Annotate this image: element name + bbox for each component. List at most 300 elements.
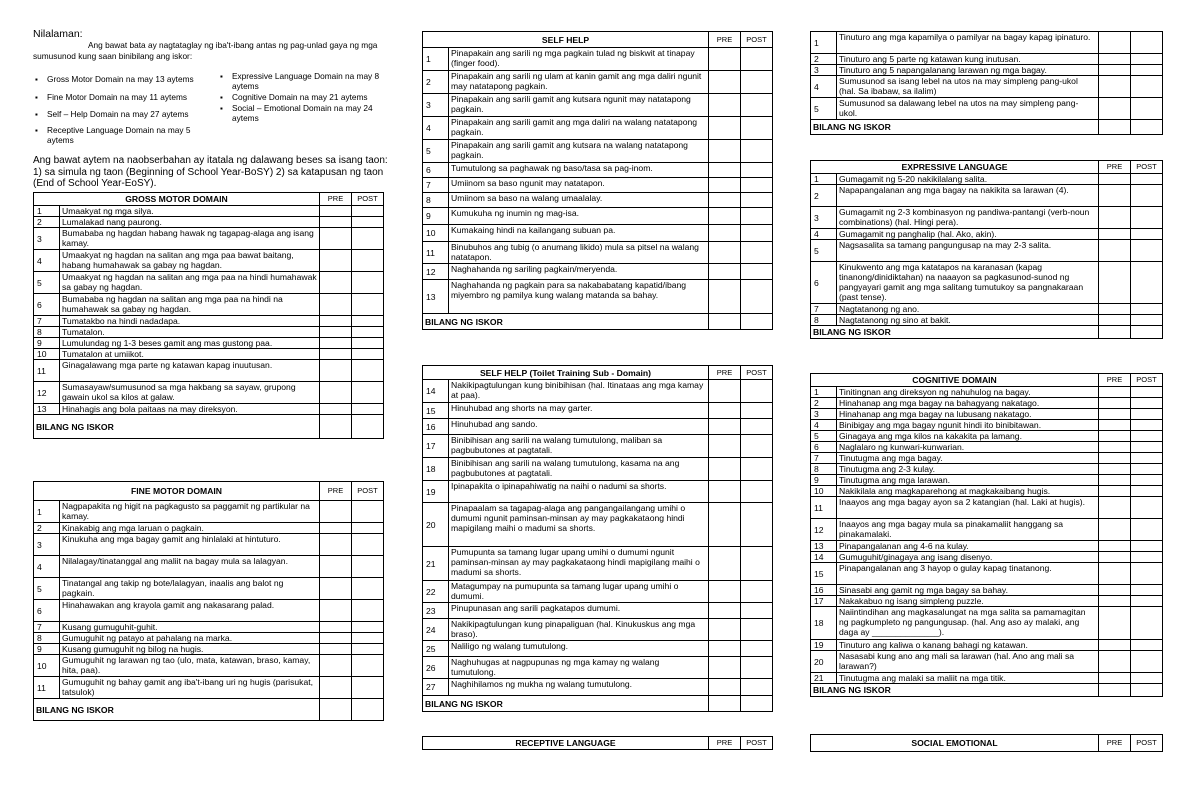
pre-score-cell[interactable]	[320, 501, 352, 523]
pre-score-cell[interactable]	[1099, 651, 1131, 673]
pre-score-cell[interactable]	[320, 382, 352, 404]
pre-score-cell[interactable]	[1099, 464, 1131, 475]
item-text: Bumababa ng hagdan na salitan ang mga paa na hindi na humahawak sa gabay ng hagdan.	[60, 294, 320, 316]
pre-score-cell[interactable]	[320, 655, 352, 677]
item-number: 8	[811, 464, 837, 475]
post-score-cell[interactable]	[741, 403, 773, 419]
post-score-cell[interactable]	[1131, 453, 1163, 464]
item-number: 5	[811, 98, 837, 120]
post-score-cell[interactable]	[741, 419, 773, 435]
post-score-cell[interactable]	[1131, 640, 1163, 651]
item-text: Umaakyat ng hagdan na salitan ang mga paa na hindi humahawak sa gabay ng hagdan.	[60, 272, 320, 294]
post-score-cell[interactable]	[352, 534, 384, 556]
pre-column-header: PRE	[709, 366, 741, 380]
item-text: Nagtatanong ng ano.	[837, 304, 1099, 315]
post-score-cell[interactable]	[741, 48, 773, 71]
post-score-cell[interactable]	[1131, 420, 1163, 431]
post-score-cell[interactable]	[741, 264, 773, 280]
item-text: Tinitingnan ang direksyon ng nahuhulog na bagay.	[837, 387, 1099, 398]
post-score-cell[interactable]	[1131, 464, 1163, 475]
item-number: 1	[34, 501, 60, 523]
pre-score-cell[interactable]	[1099, 563, 1131, 585]
item-number: 5	[34, 578, 60, 600]
table-row	[34, 228, 384, 250]
table-row	[811, 387, 1163, 398]
item-number: 10	[811, 486, 837, 497]
table-row	[811, 442, 1163, 453]
post-score-cell[interactable]	[741, 481, 773, 503]
item-text: Binibihisan ang sarili na walang tumutulong, maliban sa pagbubutones at pagtatali.	[449, 435, 709, 458]
item-number: 2	[34, 217, 60, 228]
post-score-cell[interactable]	[352, 316, 384, 327]
pre-score-cell[interactable]	[709, 71, 741, 94]
post-score-cell[interactable]	[1131, 431, 1163, 442]
post-score-cell[interactable]	[1131, 541, 1163, 552]
post-score-cell[interactable]	[1131, 486, 1163, 497]
post-score-cell[interactable]	[1131, 304, 1163, 315]
post-score-cell[interactable]	[741, 603, 773, 619]
item-text: Tinutugma ang mga bagay.	[837, 453, 1099, 464]
table-row	[811, 262, 1163, 304]
pre-total-cell[interactable]	[709, 696, 741, 712]
post-score-cell[interactable]	[1131, 409, 1163, 420]
item-text: Lumalakad nang paurong.	[60, 217, 320, 228]
receptive-language-table	[810, 31, 1163, 135]
item-text: Naglalaro ng kunwari-kunwarian.	[837, 442, 1099, 453]
pre-score-cell[interactable]	[320, 217, 352, 228]
pre-score-cell[interactable]	[1099, 607, 1131, 640]
score-row	[811, 326, 1163, 339]
post-score-cell[interactable]	[352, 349, 384, 360]
item-number: 6	[811, 262, 837, 304]
domain-title: SELF HELP (Toilet Training Sub - Domain)	[423, 366, 709, 380]
post-score-cell[interactable]	[1131, 596, 1163, 607]
post-score-cell[interactable]	[352, 523, 384, 534]
post-score-cell[interactable]	[352, 655, 384, 677]
pre-score-cell[interactable]	[709, 48, 741, 71]
post-total-cell[interactable]	[741, 696, 773, 712]
pre-score-cell[interactable]	[320, 360, 352, 382]
pre-score-cell[interactable]	[320, 622, 352, 633]
table-row	[811, 585, 1163, 596]
item-text: Kumukuha ng inumin ng mag-isa.	[449, 208, 709, 225]
post-score-cell[interactable]	[1131, 240, 1163, 262]
pre-score-cell[interactable]	[709, 481, 741, 503]
pre-score-cell[interactable]	[709, 503, 741, 547]
score-label: BILANG NG ISKOR	[34, 699, 320, 721]
item-number: 17	[811, 596, 837, 607]
pre-score-cell[interactable]	[709, 547, 741, 581]
item-text: Lumulundag ng 1-3 beses gamit ang mas gustong paa.	[60, 338, 320, 349]
pre-score-cell[interactable]	[1099, 431, 1131, 442]
pre-total-cell[interactable]	[1099, 684, 1131, 697]
item-text: Kinukuha ang mga bagay gamit ang hinlalaki at hintuturo.	[60, 534, 320, 556]
domain-title: GROSS MOTOR DOMAIN	[34, 193, 320, 206]
item-text: Kinakabig ang mga laruan o pagkain.	[60, 523, 320, 534]
pre-score-cell[interactable]	[709, 458, 741, 481]
table-header-row	[423, 366, 773, 380]
fine-motor-table	[33, 481, 384, 721]
post-score-cell[interactable]	[352, 294, 384, 316]
pre-score-cell[interactable]	[1099, 486, 1131, 497]
post-score-cell[interactable]	[741, 581, 773, 603]
domain-title: SOCIAL EMOTIONAL	[811, 735, 1099, 752]
item-number: 10	[34, 655, 60, 677]
gross-motor-table	[33, 192, 384, 439]
item-text: Naghuhugas at nagpupunas ng mga kamay ng walang tumutulong.	[449, 657, 709, 679]
table-row	[423, 117, 773, 140]
post-column-header: POST	[741, 366, 773, 380]
pre-score-cell[interactable]	[1099, 398, 1131, 409]
post-total-cell[interactable]	[1131, 120, 1163, 135]
pre-score-cell[interactable]	[709, 641, 741, 657]
item-number: 4	[34, 556, 60, 578]
item-number: 26	[423, 657, 449, 679]
pre-score-cell[interactable]	[320, 228, 352, 250]
post-score-cell[interactable]	[1131, 76, 1163, 98]
pre-score-cell[interactable]	[709, 94, 741, 117]
post-score-cell[interactable]	[352, 338, 384, 349]
post-score-cell[interactable]	[741, 178, 773, 193]
item-number: 14	[811, 552, 837, 563]
post-score-cell[interactable]	[741, 71, 773, 94]
item-number: 2	[811, 398, 837, 409]
pre-score-cell[interactable]	[1099, 475, 1131, 486]
item-text: Tinutugma ang 2-3 kulay.	[837, 464, 1099, 475]
table-row	[811, 640, 1163, 651]
table-row	[811, 207, 1163, 229]
item-text: Inaayos ang mga bagay mula sa pinakamaliit hanggang sa pinakamalaki.	[837, 519, 1099, 541]
pre-score-cell[interactable]	[1099, 585, 1131, 596]
post-total-cell[interactable]	[352, 415, 384, 439]
item-text: Tumatalon at umiikot.	[60, 349, 320, 360]
pre-total-cell[interactable]	[1099, 120, 1131, 135]
post-score-cell[interactable]	[741, 208, 773, 225]
pre-score-cell[interactable]	[320, 206, 352, 217]
post-score-cell[interactable]	[1131, 497, 1163, 519]
post-score-cell[interactable]	[1131, 185, 1163, 207]
item-text: Binubuhos ang tubig (o anumang likido) mula sa pitsel na walang natatapon.	[449, 242, 709, 264]
pre-column-header: PRE	[1099, 735, 1131, 752]
post-score-cell[interactable]	[1131, 54, 1163, 65]
post-score-cell[interactable]	[1131, 387, 1163, 398]
pre-score-cell[interactable]	[709, 419, 741, 435]
table-row	[811, 315, 1163, 326]
pre-total-cell[interactable]	[709, 314, 741, 330]
pre-total-cell[interactable]	[1099, 326, 1131, 339]
table-row	[34, 655, 384, 677]
post-total-cell[interactable]	[1131, 684, 1163, 697]
post-score-cell[interactable]	[1131, 552, 1163, 563]
post-score-cell[interactable]	[352, 217, 384, 228]
post-score-cell[interactable]	[741, 679, 773, 696]
self-help-table	[422, 31, 773, 330]
item-number: 4	[423, 117, 449, 140]
table-row	[811, 98, 1163, 120]
table-row	[423, 581, 773, 603]
item-text: Binibihisan ang sarili na walang tumutulong, kasama na ang pagbubutones at pagtatali.	[449, 458, 709, 481]
item-text: Hinahanap ang mga bagay na lubusang nakatago.	[837, 409, 1099, 420]
pre-score-cell[interactable]	[1099, 65, 1131, 76]
post-score-cell[interactable]	[352, 327, 384, 338]
item-number: 20	[423, 503, 449, 547]
pre-score-cell[interactable]	[1099, 262, 1131, 304]
post-score-cell[interactable]	[741, 117, 773, 140]
pre-score-cell[interactable]	[1099, 76, 1131, 98]
post-score-cell[interactable]	[1131, 651, 1163, 673]
item-text: Gumagamit ng 5-20 nakikilalang salita.	[837, 174, 1099, 185]
pre-score-cell[interactable]	[709, 225, 741, 242]
post-score-cell[interactable]	[1131, 585, 1163, 596]
pre-score-cell[interactable]	[709, 242, 741, 264]
item-number: 3	[811, 207, 837, 229]
post-score-cell[interactable]	[741, 193, 773, 208]
bullet-expressive: ▪ Expressive Language Domain na may 8 aytems	[220, 71, 380, 91]
post-score-cell[interactable]	[1131, 519, 1163, 541]
pre-score-cell[interactable]	[1099, 453, 1131, 464]
post-score-cell[interactable]	[352, 556, 384, 578]
post-score-cell[interactable]	[741, 619, 773, 641]
pre-score-cell[interactable]	[1099, 640, 1131, 651]
table-row	[811, 651, 1163, 673]
item-text: Nagsasalita sa tamang pangungusap na may 2-3 salita.	[837, 240, 1099, 262]
post-score-cell[interactable]	[352, 206, 384, 217]
domain-title: SELF HELP	[423, 32, 709, 48]
item-text: Tumutulong sa paghawak ng baso/tasa sa pag-inom.	[449, 163, 709, 178]
post-score-cell[interactable]	[1131, 207, 1163, 229]
pre-score-cell[interactable]	[1099, 387, 1131, 398]
table-row	[811, 398, 1163, 409]
item-text: Nasasabi kung ano ang mali sa larawan (hal. Ano ang mali sa larawan?)	[837, 651, 1099, 673]
post-score-cell[interactable]	[1131, 315, 1163, 326]
post-score-cell[interactable]	[352, 644, 384, 655]
pre-score-cell[interactable]	[1099, 519, 1131, 541]
pre-score-cell[interactable]	[320, 644, 352, 655]
pre-score-cell[interactable]	[1099, 304, 1131, 315]
post-total-cell[interactable]	[1131, 326, 1163, 339]
pre-score-cell[interactable]	[709, 163, 741, 178]
post-score-cell[interactable]	[1131, 673, 1163, 684]
item-text: Napapangalanan ang mga bagay na nakikita sa larawan (4).	[837, 185, 1099, 207]
pre-score-cell[interactable]	[709, 403, 741, 419]
pre-score-cell[interactable]	[320, 677, 352, 699]
post-score-cell[interactable]	[1131, 398, 1163, 409]
pre-score-cell[interactable]	[320, 523, 352, 534]
post-score-cell[interactable]	[352, 404, 384, 415]
post-score-cell[interactable]	[741, 94, 773, 117]
post-score-cell[interactable]	[352, 360, 384, 382]
item-text: Tinutugma ang malaki sa maliit na mga titik.	[837, 673, 1099, 684]
table-row	[423, 193, 773, 208]
pre-score-cell[interactable]	[320, 404, 352, 415]
item-number: 21	[811, 673, 837, 684]
post-score-cell[interactable]	[741, 380, 773, 403]
pre-score-cell[interactable]	[709, 264, 741, 280]
pre-score-cell[interactable]	[320, 349, 352, 360]
post-score-cell[interactable]	[352, 501, 384, 523]
item-number: 3	[34, 534, 60, 556]
post-score-cell[interactable]	[1131, 262, 1163, 304]
pre-score-cell[interactable]	[1099, 541, 1131, 552]
item-number: 10	[34, 349, 60, 360]
domain-title: EXPRESSIVE LANGUAGE	[811, 161, 1099, 174]
table-row	[811, 185, 1163, 207]
item-text: Kinukwento ang mga katatapos na karanasan (kapag tinanong/dinidiktahan) na naaayon sa pagkasunod-sunod ng pangyayari gamit ang mga salitang tumutukoy sa pangnakaraan (past tense).	[837, 262, 1099, 304]
post-score-cell[interactable]	[1131, 65, 1163, 76]
table-row	[34, 294, 384, 316]
pre-score-cell[interactable]	[320, 272, 352, 294]
item-number: 9	[34, 644, 60, 655]
post-score-cell[interactable]	[741, 225, 773, 242]
item-number: 2	[811, 185, 837, 207]
table-row	[811, 596, 1163, 607]
item-number: 3	[423, 94, 449, 117]
post-score-cell[interactable]	[352, 633, 384, 644]
pre-score-cell[interactable]	[709, 657, 741, 679]
pre-score-cell[interactable]	[1099, 409, 1131, 420]
table-row	[811, 420, 1163, 431]
pre-score-cell[interactable]	[1099, 596, 1131, 607]
pre-score-cell[interactable]	[1099, 315, 1131, 326]
post-score-cell[interactable]	[741, 280, 773, 314]
pre-score-cell[interactable]	[709, 380, 741, 403]
table-row	[34, 217, 384, 228]
post-score-cell[interactable]	[1131, 475, 1163, 486]
item-text: Hinuhubad ang sando.	[449, 419, 709, 435]
pre-score-cell[interactable]	[1099, 32, 1131, 54]
post-score-cell[interactable]	[352, 578, 384, 600]
pre-score-cell[interactable]	[320, 338, 352, 349]
table-row	[423, 280, 773, 314]
item-number: 1	[34, 206, 60, 217]
score-label: BILANG NG ISKOR	[423, 314, 709, 330]
post-score-cell[interactable]	[352, 600, 384, 622]
post-total-cell[interactable]	[741, 314, 773, 330]
pre-score-cell[interactable]	[1099, 240, 1131, 262]
table-header-row	[811, 161, 1163, 174]
post-score-cell[interactable]	[352, 382, 384, 404]
pre-score-cell[interactable]	[709, 178, 741, 193]
item-number: 3	[811, 65, 837, 76]
post-score-cell[interactable]	[741, 641, 773, 657]
post-score-cell[interactable]	[741, 547, 773, 581]
post-score-cell[interactable]	[741, 140, 773, 163]
item-text: Sinasabi ang gamit ng mga bagay sa bahay.	[837, 585, 1099, 596]
post-score-cell[interactable]	[352, 677, 384, 699]
post-column-header: POST	[352, 482, 384, 501]
pre-score-cell[interactable]	[1099, 552, 1131, 563]
pre-score-cell[interactable]	[320, 316, 352, 327]
pre-score-cell[interactable]	[1099, 420, 1131, 431]
post-score-cell[interactable]	[741, 657, 773, 679]
item-text: Umaakyat ng mga silya.	[60, 206, 320, 217]
item-number: 9	[34, 338, 60, 349]
pre-score-cell[interactable]	[1099, 673, 1131, 684]
pre-score-cell[interactable]	[320, 556, 352, 578]
table-row	[811, 552, 1163, 563]
pre-score-cell[interactable]	[320, 578, 352, 600]
pre-score-cell[interactable]	[709, 117, 741, 140]
post-score-cell[interactable]	[741, 435, 773, 458]
pre-score-cell[interactable]	[1099, 442, 1131, 453]
pre-score-cell[interactable]	[709, 140, 741, 163]
bullet-fine-motor: ▪ Fine Motor Domain na may 11 aytems	[35, 92, 188, 102]
item-number: 8	[423, 193, 449, 208]
item-number: 1	[423, 48, 449, 71]
pre-score-cell[interactable]	[1099, 185, 1131, 207]
pre-score-cell[interactable]	[320, 633, 352, 644]
table-row	[423, 71, 773, 94]
pre-score-cell[interactable]	[709, 208, 741, 225]
post-score-cell[interactable]	[741, 163, 773, 178]
pre-score-cell[interactable]	[709, 581, 741, 603]
pre-score-cell[interactable]	[320, 294, 352, 316]
table-row	[34, 349, 384, 360]
pre-score-cell[interactable]	[709, 679, 741, 696]
post-score-cell[interactable]	[1131, 563, 1163, 585]
post-score-cell[interactable]	[1131, 174, 1163, 185]
post-score-cell[interactable]	[1131, 229, 1163, 240]
item-number: 6	[34, 294, 60, 316]
post-score-cell[interactable]	[1131, 32, 1163, 54]
score-row	[34, 699, 384, 721]
post-score-cell[interactable]	[1131, 442, 1163, 453]
pre-score-cell[interactable]	[1099, 229, 1131, 240]
post-column-header: POST	[352, 193, 384, 206]
post-total-cell[interactable]	[352, 699, 384, 721]
table-row	[811, 409, 1163, 420]
post-score-cell[interactable]	[1131, 98, 1163, 120]
item-number: 18	[811, 607, 837, 640]
item-number: 15	[811, 563, 837, 585]
pre-score-cell[interactable]	[709, 603, 741, 619]
pre-total-cell[interactable]	[320, 415, 352, 439]
table-row	[423, 419, 773, 435]
post-score-cell[interactable]	[741, 503, 773, 547]
post-score-cell[interactable]	[352, 622, 384, 633]
pre-total-cell[interactable]	[320, 699, 352, 721]
pre-score-cell[interactable]	[1099, 207, 1131, 229]
pre-score-cell[interactable]	[709, 435, 741, 458]
post-score-cell[interactable]	[741, 458, 773, 481]
item-text: Pinapakain ang sarili ng ulam at kanin gamit ang mga daliri ngunit may natatapong pagkain.	[449, 71, 709, 94]
table-row	[423, 48, 773, 71]
pre-score-cell[interactable]	[709, 193, 741, 208]
pre-score-cell[interactable]	[320, 534, 352, 556]
post-score-cell[interactable]	[352, 228, 384, 250]
post-score-cell[interactable]	[741, 242, 773, 264]
item-text: Gumuguhit ng bahay gamit ang iba't-ibang uri ng hugis (parisukat, tatsulok)	[60, 677, 320, 699]
pre-score-cell[interactable]	[1099, 497, 1131, 519]
item-text: Pinapakain ang sarili gamit ang mga daliri na walang natatapong pagkain.	[449, 117, 709, 140]
pre-score-cell[interactable]	[709, 619, 741, 641]
table-row	[811, 304, 1163, 315]
table-row	[34, 272, 384, 294]
pre-score-cell[interactable]	[1099, 174, 1131, 185]
pre-score-cell[interactable]	[1099, 54, 1131, 65]
post-score-cell[interactable]	[1131, 607, 1163, 640]
pre-score-cell[interactable]	[320, 327, 352, 338]
pre-score-cell[interactable]	[320, 250, 352, 272]
item-number: 21	[423, 547, 449, 581]
post-score-cell[interactable]	[352, 250, 384, 272]
item-text: Ginagalawang mga parte ng katawan kapag inuutusan.	[60, 360, 320, 382]
post-score-cell[interactable]	[352, 272, 384, 294]
pre-score-cell[interactable]	[1099, 98, 1131, 120]
pre-score-cell[interactable]	[709, 280, 741, 314]
score-row	[34, 415, 384, 439]
pre-score-cell[interactable]	[320, 600, 352, 622]
